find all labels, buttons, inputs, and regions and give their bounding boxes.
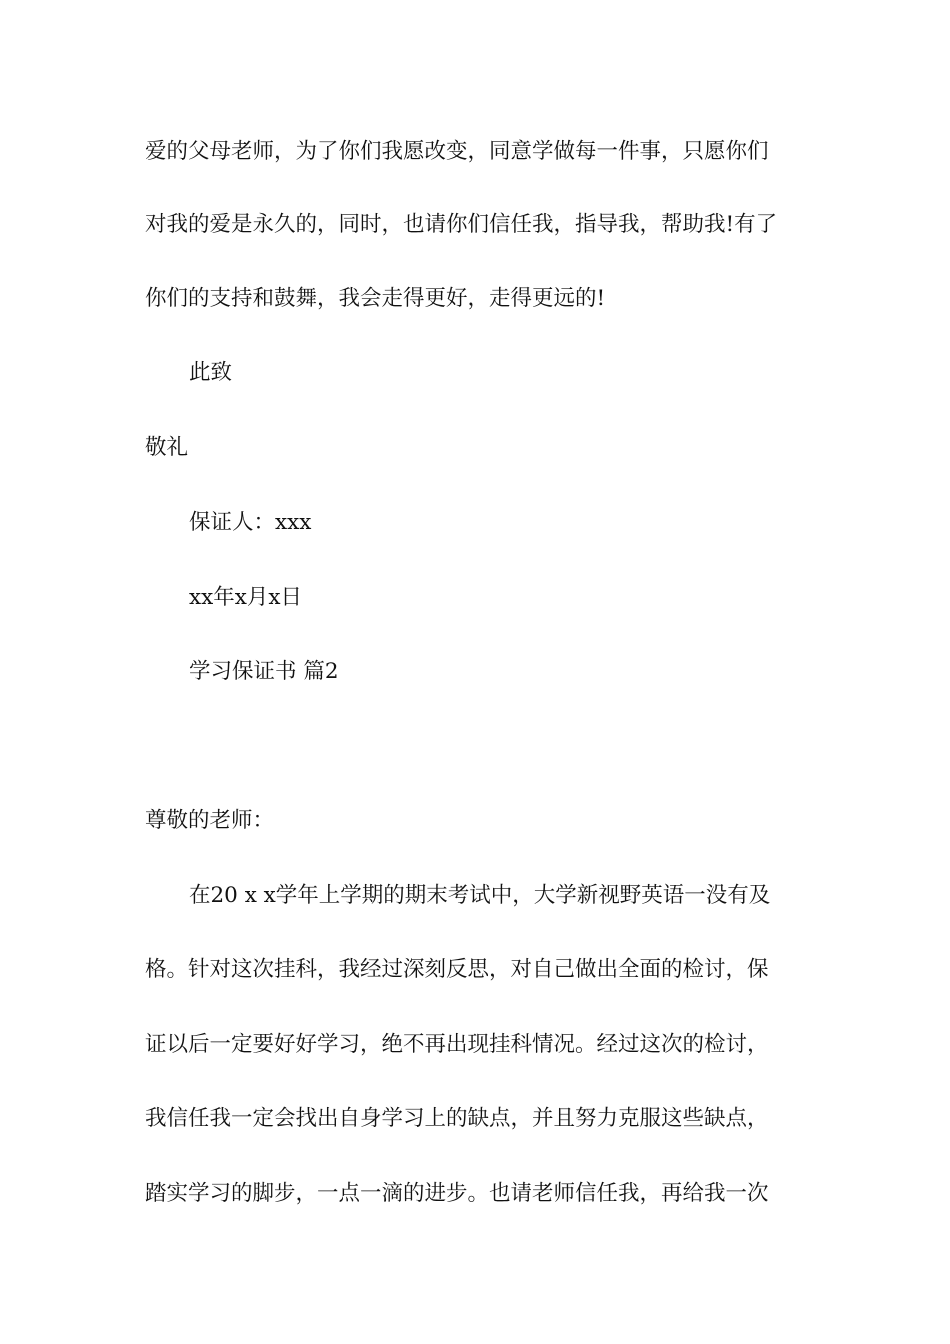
paragraph-line: 爱的父母老师，为了你们我愿改变，同意学做每一件事，只愿你们 [145, 139, 769, 164]
guarantor-signature: 保证人：xxx [189, 510, 312, 535]
closing-salutation: 此致 [189, 360, 233, 385]
paragraph-line: 踏实学习的脚步，一点一滴的进步。也请老师信任我，再给我一次 [145, 1181, 769, 1206]
paragraph-line: 格。针对这次挂科，我经过深刻反思，对自己做出全面的检讨，保 [145, 957, 769, 982]
closing-respect: 敬礼 [145, 435, 189, 460]
paragraph-line: 我信任我一定会找出自身学习上的缺点，并且努力克服这些缺点， [145, 1106, 769, 1131]
paragraph-line: 你们的支持和鼓舞，我会走得更好，走得更远的! [145, 286, 606, 311]
paragraph-line: 证以后一定要好好学习，绝不再出现挂科情况。经过这次的检讨， [145, 1032, 769, 1057]
signature-date: xx年x月x日 [189, 585, 303, 610]
greeting: 尊敬的老师： [145, 808, 275, 833]
paragraph-line: 在20 x x学年上学期的期末考试中，大学新视野英语一没有及 [189, 883, 771, 908]
section-title: 学习保证书 篇2 [189, 659, 339, 684]
paragraph-line: 对我的爱是永久的，同时，也请你们信任我，指导我，帮助我!有了 [145, 212, 778, 237]
